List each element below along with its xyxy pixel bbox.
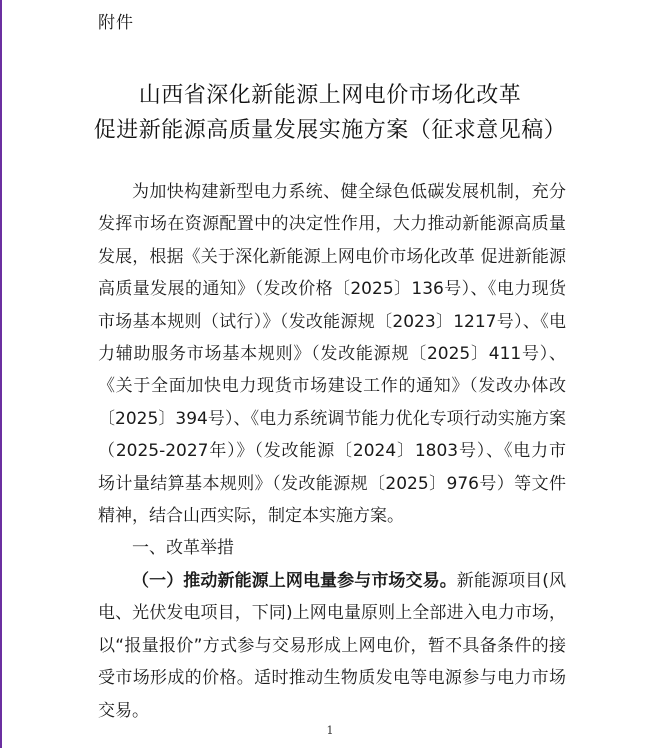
document-title-line-2: 促进新能源高质量发展实施方案（征求意见稿） bbox=[93, 118, 567, 143]
item-text: 新能源项目(风电、光伏发电项目，下同)上网电量原则上全部进入电力市场，以“报量报价”方式参与交易形成上网电价，暂不具备条件的接受市场形成的价格。适时推动生物质发电等电源参与电力市场交易。 bbox=[98, 570, 566, 721]
intro-paragraph: 为加快构建新型电力系统、健全绿色低碳发展机制，充分发挥市场在资源配置中的决定性作用，大力推动新能源高质量发展，根据《关于深化新能源上网电价市场化改革 促进新能源高质量发展的通知》（发改价格〔2025〕136号）、《电力现货市场基本规则（试行）》（发改能源规〔2023〕1217号）、《电力辅助服务市场基本规则》（发改能源规〔2025〕411号）、《关于全面加快电力现货市场建设工作的通知》（发改办体改〔2025〕394号）、《电力系统调节能力优化专项行动实施方案（2025-2027年）》（发改能源〔2024〕1803号）、《电力市场计量结算基本规则》（发改能源规〔2025〕976号）等文件精神，结合山西实际，制定本实施方案。 bbox=[98, 182, 566, 527]
document-title-line-1: 山西省深化新能源上网电价市场化改革 bbox=[138, 83, 522, 108]
attachment-label: 附件 bbox=[98, 13, 134, 33]
section-heading: 一、改革举措 bbox=[132, 538, 234, 559]
item-paragraph bbox=[98, 565, 566, 727]
page-number: 1 bbox=[326, 724, 334, 737]
item-heading: （一）推动新能源上网电量参与市场交易。 bbox=[132, 570, 457, 591]
document-body bbox=[98, 176, 566, 727]
